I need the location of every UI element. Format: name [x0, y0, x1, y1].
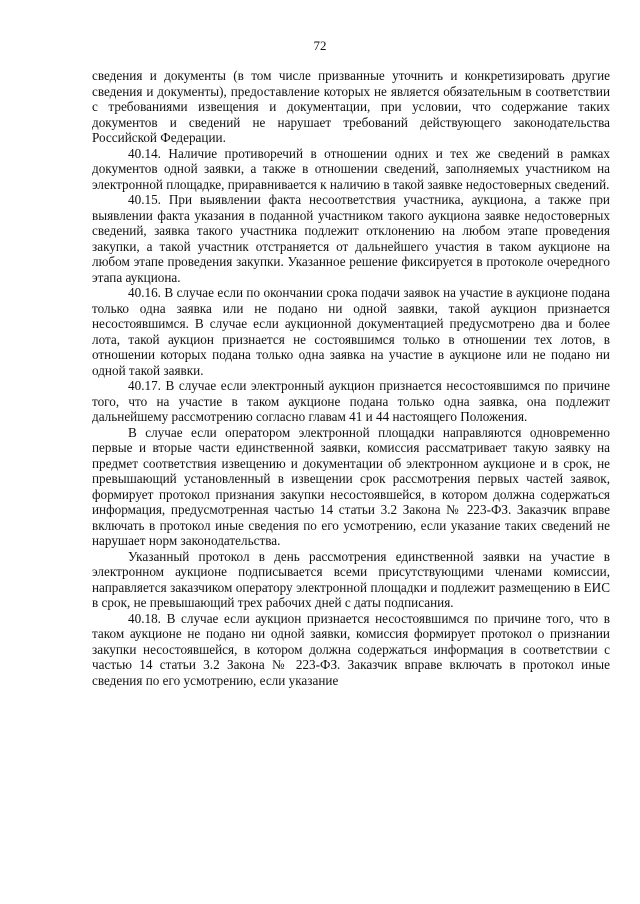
page-number: 72	[313, 38, 327, 53]
paragraph-40-16: 40.16. В случае если по окончании срока подачи заявок на участие в аукционе подана только одна заявка или не подано ни одной заявки, такой аукцион признается несостоявшимся. В случае если аукционной документацией предусмотрено два и более лота, такой аукцион признается не состоявшимся только в отношении тех лотов, в отношении которых подана только одна заявка на участие в аукционе или не подано ни одной такой заявки.	[92, 285, 610, 378]
paragraph-single-bid: В случае если оператором электронной площадки направляются одновременно первые и вторые части единственной заявки, комиссия рассматривает такую заявку на предмет соответствия извещению и документации об электронном аукционе и в срок, не превышающий установленный в извещении срок рассмотрения первых частей заявок, формирует протокол признания закупки несостоявшейся, в котором должна содержаться информация, предусмотренная частью 14 статьи 3.2 Закона № 223-ФЗ. Заказчик вправе включать в протокол иные сведения по его усмотрению, если указание таких сведений не нарушает норм законодательства.	[92, 424, 610, 548]
paragraph-40-14: 40.14. Наличие противоречий в отношении одних и тех же сведений в рамках документов одной заявки, а также в отношении сведений, заполняемых участником на электронной площадке, приравнивается к наличию в такой заявке недостоверных сведений.	[92, 145, 610, 192]
paragraph-40-15: 40.15. При выявлении факта несоответствия участника, аукциона, а также при выявлении факта указания в поданной участником такого аукциона заявке недостоверных сведений, заявка такого участника подлежит отклонению на любом этапе проведения закупки, а такой участник отстраняется от дальнейшего участия в таком аукционе на любом этапе проведения закупки. Указанное решение фиксируется в протоколе очередного этапа аукциона.	[92, 192, 610, 285]
paragraph-protocol: Указанный протокол в день рассмотрения единственной заявки на участие в электронном аукционе подписывается всеми присутствующими членами комиссии, направляется заказчиком оператору электронной площадки и подлежит размещению в ЕИС в срок, не превышающий трех рабочих дней с даты подписания.	[92, 548, 610, 610]
paragraph-40-17: 40.17. В случае если электронный аукцион признается несостоявшимся по причине того, что на участие в таком аукционе подана только одна заявка, она подлежит дальнейшему рассмотрению согласно главам 41 и 44 настоящего Положения.	[92, 378, 610, 424]
document-body	[92, 68, 610, 688]
paragraph-continuation: сведения и документы (в том числе призванные уточнить и конкретизировать другие сведения и документы), предоставление которых не является обязательным в соответствии с требованиями извещения и документации, при условии, что содержание таких документов и сведений не нарушает требований действующего законодательства Российской Федерации.	[92, 68, 610, 145]
paragraph-40-18: 40.18. В случае если аукцион признается несостоявшимся по причине того, что в таком аукционе не подано ни одной заявки, комиссия формирует протокол о признании закупки несостоявшейся, в котором должна содержаться информация в соответствии с частью 14 статьи 3.2 Закона № 223-ФЗ. Заказчик вправе включать в протокол иные сведения по его усмотрению, если указание	[92, 610, 610, 688]
